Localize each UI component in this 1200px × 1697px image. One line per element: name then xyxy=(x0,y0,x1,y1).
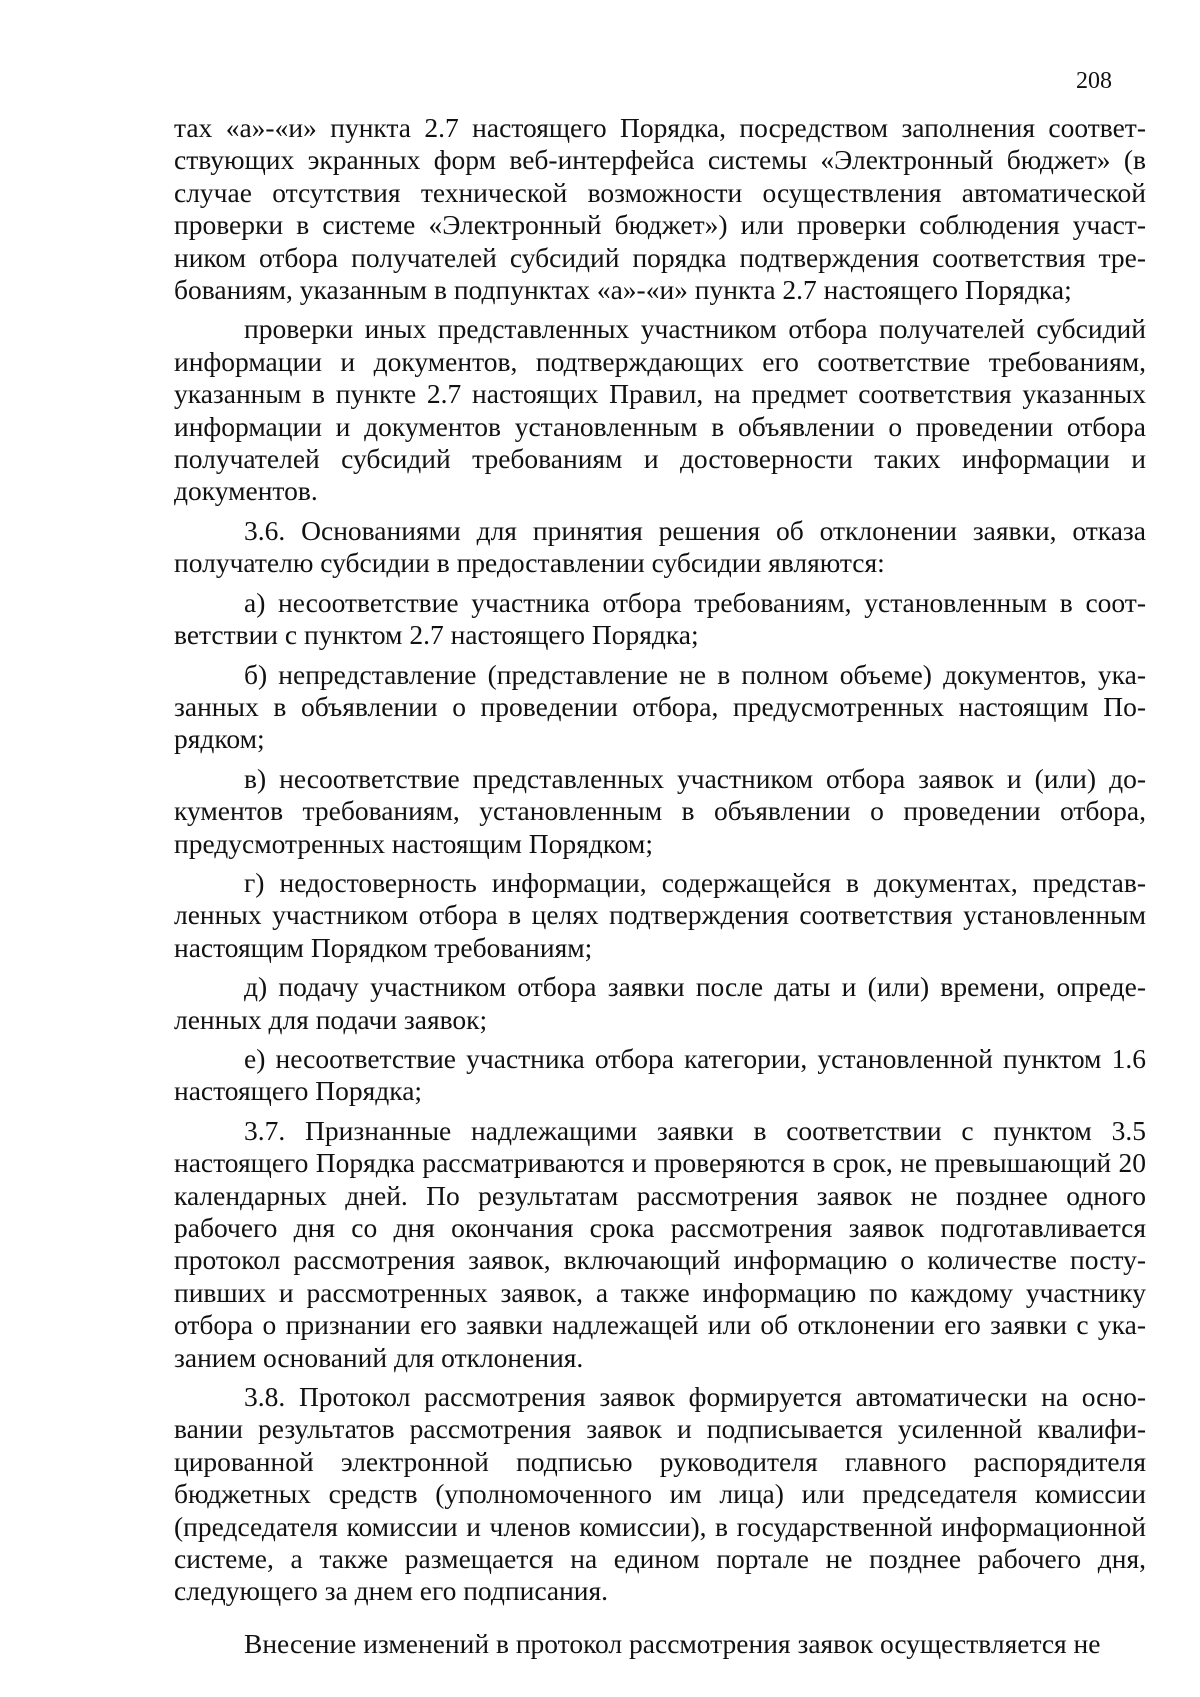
paragraph-continuation: тах «а»-«и» пункта 2.7 настоящего Порядка, посредством заполнения соответствующих экранных форм веб-интерфейса системы «Электронный бюджет» (в случае отсутствия технической возможности осуществления автоматической проверки в системе «Электронный бюджет») или проверки соблюдения участником отбора получателей субсидий порядка подтверждения соответствия требованиям, указанным в подпунктах «а»-«и» пункта 2.7 настоящего Порядка; xyxy=(174,112,1146,306)
list-item-g: г) недостоверность информации, содержащейся в документах, представленных участником отбора в целях подтверждения соответствия установленным настоящим Порядком требованиям; xyxy=(174,866,1146,963)
list-item-d: д) подачу участником отбора заявки после даты и (или) времени, определенных для подачи заявок; xyxy=(174,971,1146,1035)
list-item-e: е) несоответствие участника отбора категории, установленной пунктом 1.6 настоящего Порядка; xyxy=(174,1042,1146,1107)
list-item-a: а) несоответствие участника отбора требованиям, установленным в соответствии с пунктом 2.7 настоящего Порядка; xyxy=(174,586,1146,651)
list-item-v: в) несоответствие представленных участником отбора заявок и (или) документов требованиям, установленным в объявлении о проведении отбора, предусмотренных настоящим Порядком; xyxy=(174,762,1146,859)
paragraph-3-6: 3.6. Основаниями для принятия решения об отклонении заявки, отказа получателю субсидии в предоставлении субсидии являются: xyxy=(174,514,1146,579)
paragraph-3-8: 3.8. Протокол рассмотрения заявок формируется автоматически на основании результатов рассмотрения заявок и подписывается усиленной квалифицированной электронной подписью руководителя главного распорядителя бюджетных средств (уполномоченного им лица) или председателя комиссии (председателя комиссии и членов комиссии), в государственной информационной системе, а также размещается на едином портале не позднее рабочего дня, следующего за днем его подписания. xyxy=(174,1381,1146,1607)
paragraph-protocol-changes: Внесение изменений в протокол рассмотрения заявок осуществляется не xyxy=(244,1627,1101,1659)
paragraph-3-7: 3.7. Признанные надлежащими заявки в соответствии с пунктом 3.5 настоящего Порядка рассматриваются и проверяются в срок, не превышающий 20 календарных дней. По результатам рассмотрения заявок не позднее одного рабочего дня со дня окончания срока рассмотрения заявок подготавливается протокол рассмотрения заявок, включающий информацию о количестве поступивших и рассмотренных заявок, а также информацию по каждому участнику отбора о признании его заявки надлежащей или об отклонении его заявки с указанием оснований для отклонения. xyxy=(174,1114,1146,1373)
paragraph-other-checks: проверки иных представленных участником отбора получателей субсидий информации и документов, подтверждающих его соответствие требованиям, указанным в пункте 2.7 настоящих Правил, на предмет соответствия указанных информации и документов установленным в объявлении о проведении отбора получателей субсидий требованиям и достоверности таких информации и документов. xyxy=(174,313,1146,507)
document-body xyxy=(174,112,1146,1660)
list-item-b: б) непредставление (представление не в полном объеме) документов, указанных в объявлении о проведении отбора, предусмотренных настоящим Порядком; xyxy=(174,658,1146,755)
page-number: 208 xyxy=(1076,68,1112,94)
